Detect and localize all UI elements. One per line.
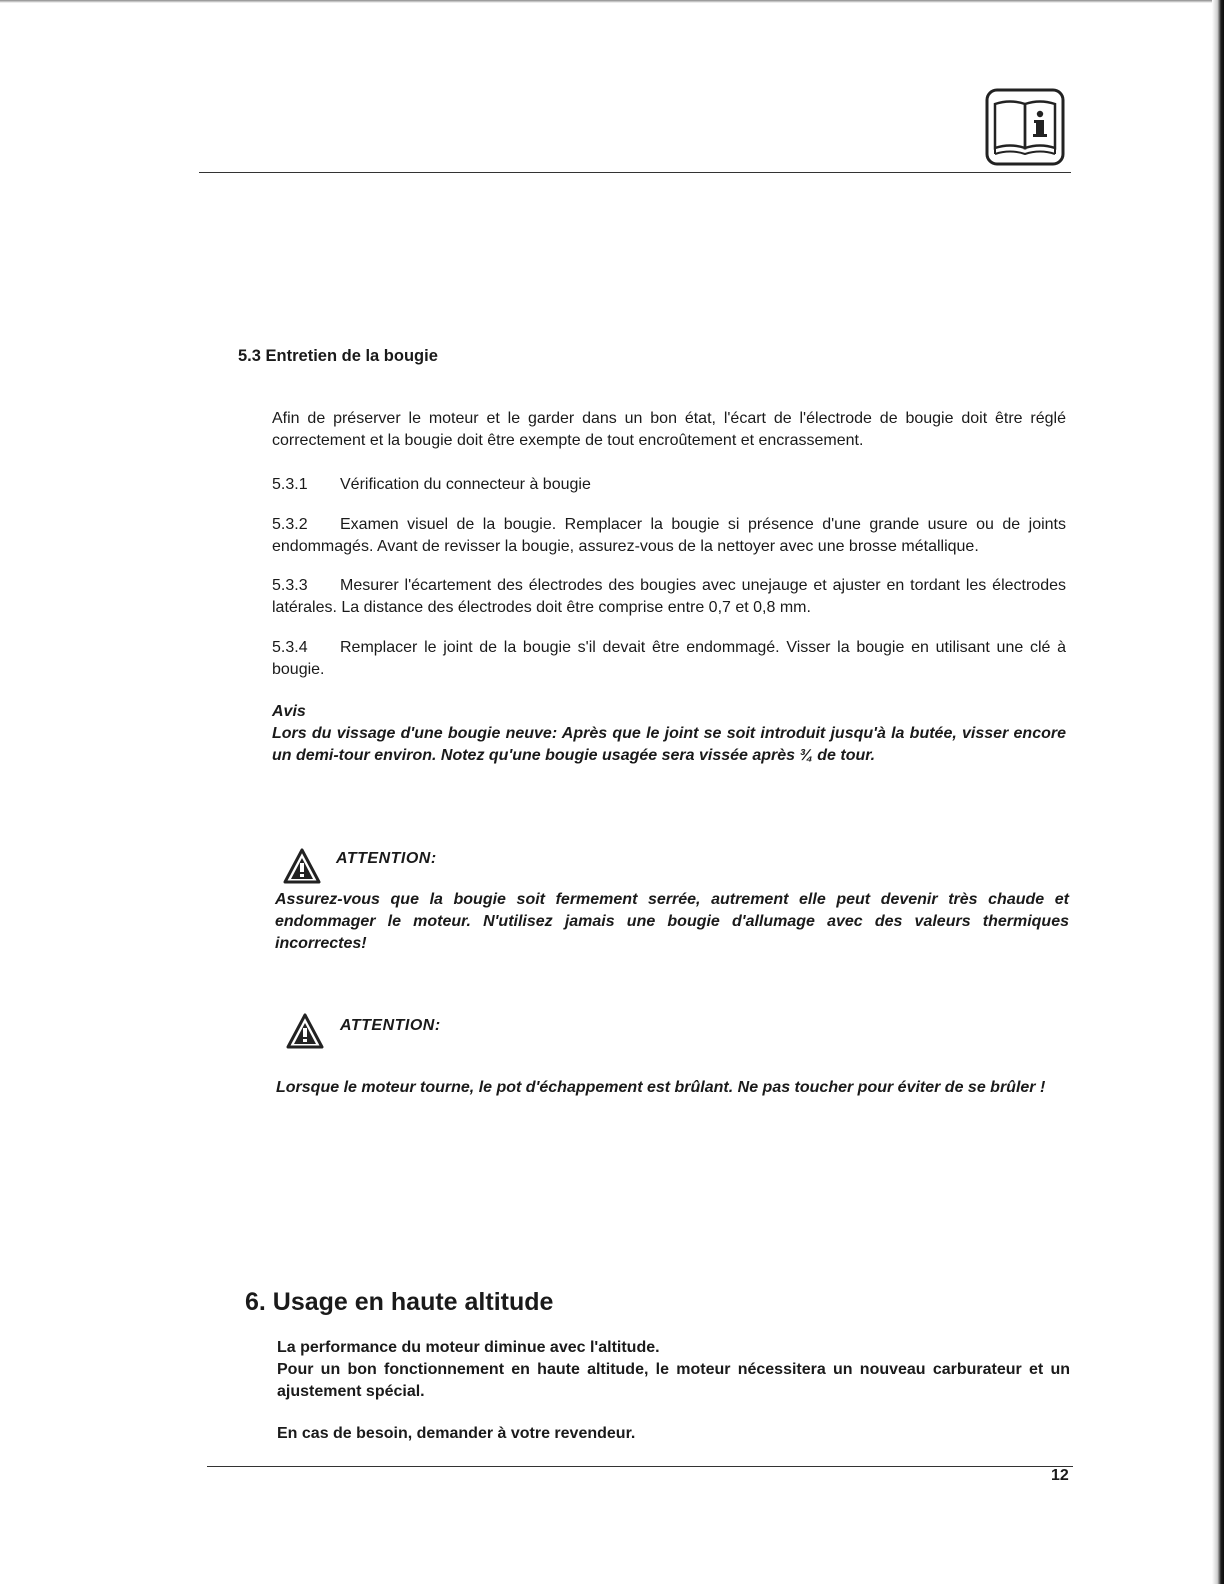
scan-right-edge [1212,0,1224,1584]
item-5-3-4 [272,637,1066,681]
section-5-3-body [272,408,1066,767]
item-text: Vérification du connecteur à bougie [340,476,591,493]
section-6-line-1: La performance du moteur diminue avec l'altitude. [277,1339,660,1356]
intro-paragraph: Afin de préserver le moteur et le garder dans un bon état, l'écart de l'électrode de bougie doit être réglé correctement et la bougie doit être exempte de tout encroûtement et encrassement. [272,410,1066,449]
item-text: Examen visuel de la bougie. Remplacer la bougie si présence d'une grande usure ou de joints endommagés. Avant de revisser la bougie, assurez-vous de la nettoyer avec une brosse métallique. [272,516,1066,555]
warning-2-text: Lorsque le moteur tourne, le pot d'échappement est brûlant. Ne pas toucher pour éviter de se brûler ! [276,1079,1046,1096]
section-6-line-3: En cas de besoin, demander à votre revendeur. [277,1425,636,1442]
item-5-3-2 [272,514,1066,558]
header-rule [199,172,1071,173]
item-number: 5.3.2 [272,516,308,533]
warning-triangle-icon [286,1013,324,1049]
footer-rule [207,1466,1073,1467]
warning-1-title: ATTENTION: [336,850,437,867]
page-number: 12 [1051,1467,1069,1484]
scan-top-edge [0,0,1224,3]
item-5-3-1 [272,474,1066,496]
item-5-3-3 [272,575,1066,619]
warning-1-text: Assurez-vous que la bougie soit fermement serrée, autrement elle peut devenir très chaude et endommager le moteur. N'utilisez jamais une bougie d'allumage avec des valeurs thermiques incorrectes! [275,891,1069,952]
warning-2-title: ATTENTION: [340,1017,441,1034]
section-6-title: 6. Usage en haute altitude [245,1288,554,1316]
notice-title: Avis [272,703,306,720]
item-text: Remplacer le joint de la bougie s'il devait être endommagé. Visser la bougie en utilisant une clé à bougie. [272,639,1066,678]
item-number: 5.3.3 [272,577,308,594]
manual-info-icon [985,88,1065,166]
section-5-3-title: 5.3 Entretien de la bougie [238,347,438,365]
warning-triangle-icon [283,848,321,884]
section-6-body [277,1337,1070,1445]
item-number: 5.3.1 [272,476,308,493]
notice-text: Lors du vissage d'une bougie neuve: Après que le joint se soit introduit jusqu'à la butée, visser encore un demi-tour environ. Notez qu'une bougie usagée sera vissée après ¾ de tour. [272,725,1066,764]
item-text: Mesurer l'écartement des électrodes des bougies avec unejauge et ajuster en tordant les électrodes latérales. La distance des électrodes doit être comprise entre 0,7 et 0,8 mm. [272,577,1066,616]
section-6-line-2: Pour un bon fonctionnement en haute altitude, le moteur nécessitera un nouveau carburateur et un ajustement spécial. [277,1361,1070,1400]
item-number: 5.3.4 [272,639,308,656]
